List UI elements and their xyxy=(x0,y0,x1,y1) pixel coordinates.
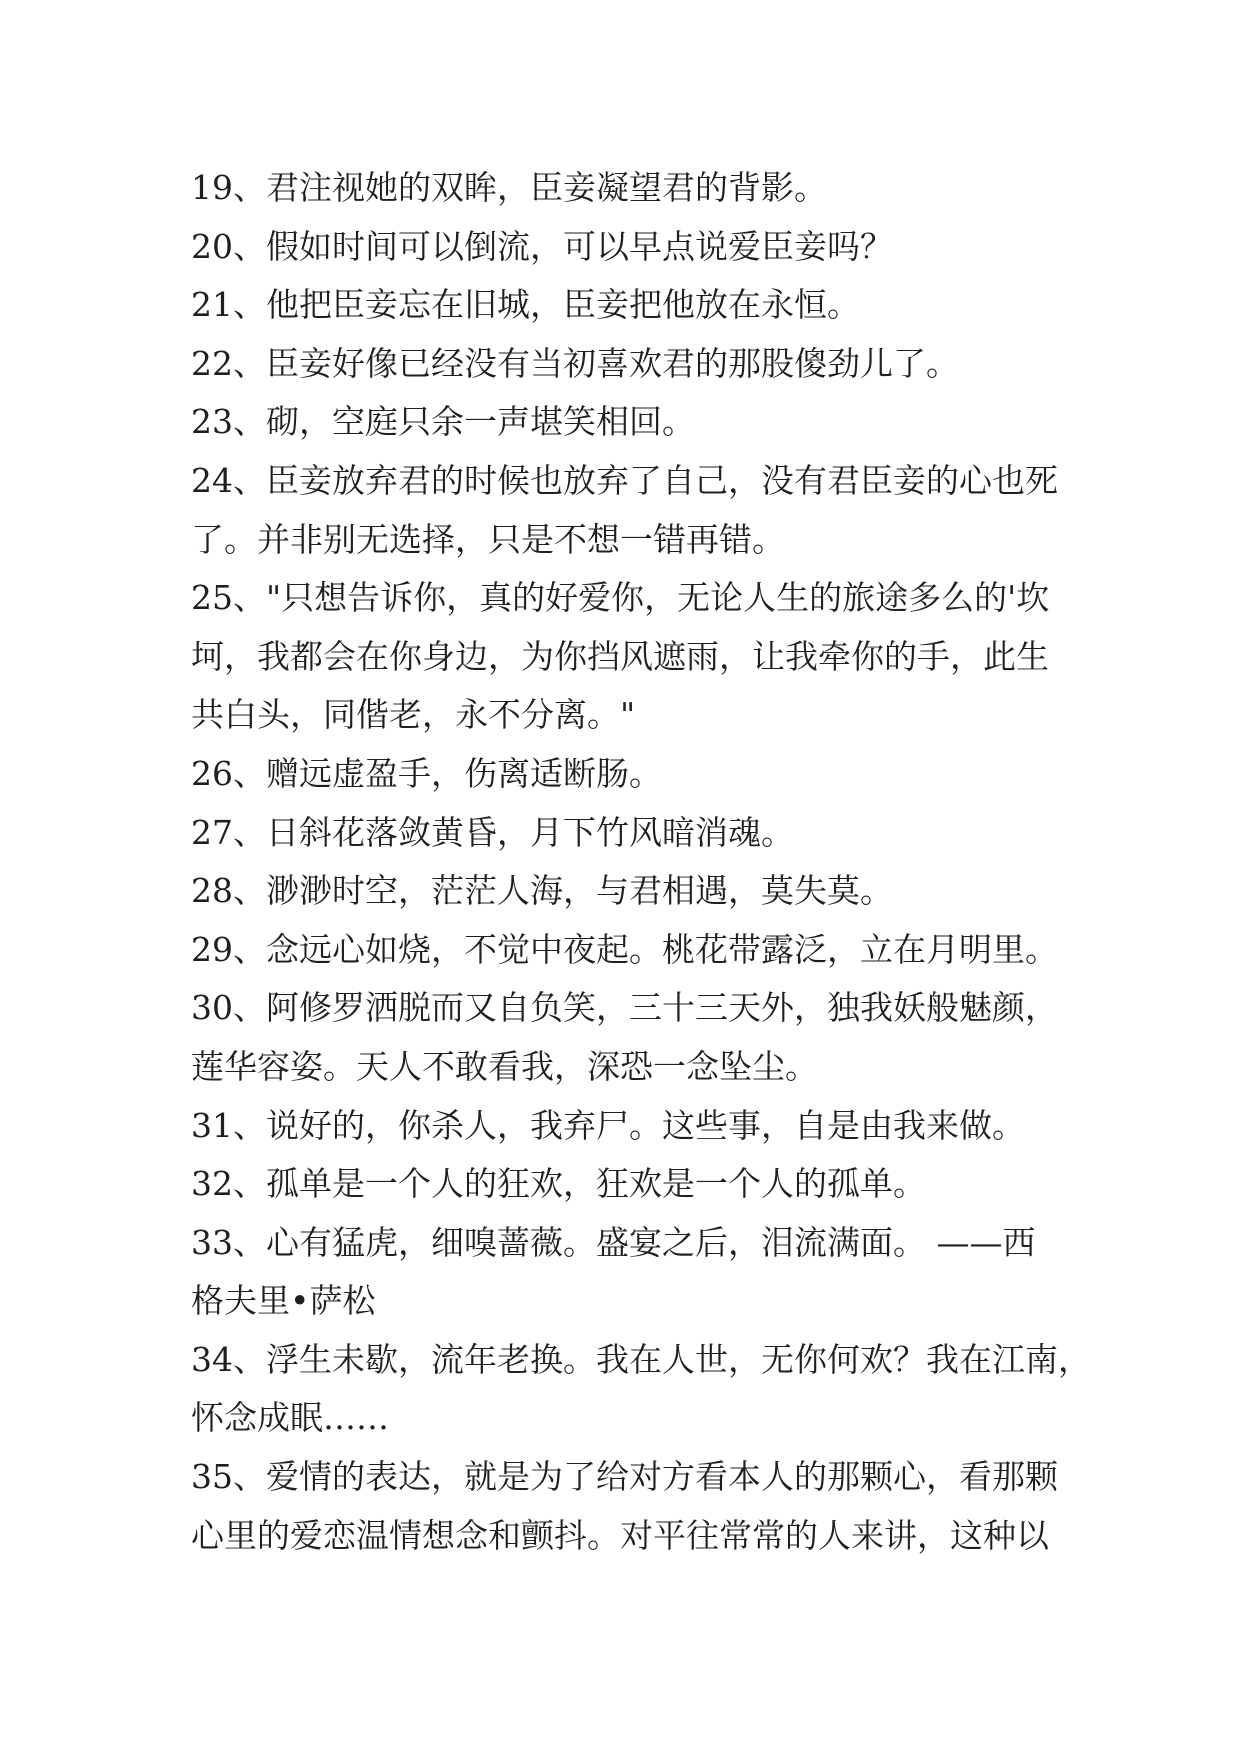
list-item xyxy=(191,1214,1091,1331)
text-line: 24、臣妾放弃君的时候也放弃了自己，没有君臣妾的心也死 xyxy=(191,460,1058,500)
text-line: 34、浮生未歇，流年老换。我在人世，无你何欢？我在江南， xyxy=(191,1339,1091,1379)
list-item xyxy=(191,569,1091,745)
text-line: 坷，我都会在你身边，为你挡风遮雨，让我牵你的手，此生 xyxy=(191,636,1049,676)
text-line: 了。并非别无选择，只是不想一错再错。 xyxy=(191,519,785,559)
text-line: 格夫里•萨松 xyxy=(191,1281,376,1321)
text-line: 23、砌，空庭只余一声堪笑相回。 xyxy=(191,402,695,442)
text-line: 莲华容姿。天人不敢看我，深恐一念坠尘。 xyxy=(191,1046,818,1086)
list-item xyxy=(191,745,1091,804)
text-line: 怀念成眠…… xyxy=(191,1398,389,1438)
list-item xyxy=(191,921,1091,980)
text-line: 35、爱情的表达，就是为了给对方看本人的那颗心，看那颗 xyxy=(191,1457,1058,1497)
list-item xyxy=(191,1097,1091,1156)
text-line: 32、孤单是一个人的狂欢，狂欢是一个人的孤单。 xyxy=(191,1164,926,1204)
document-body xyxy=(191,159,1091,1565)
list-item xyxy=(191,393,1091,452)
list-item xyxy=(191,335,1091,394)
text-line: 29、念远心如烧，不觉中夜起。桃花带露泛，立在月明里。 xyxy=(191,929,1058,969)
text-line: 21、他把臣妾忘在旧城，臣妾把他放在永恒。 xyxy=(191,285,860,325)
list-item xyxy=(191,218,1091,277)
text-line: 27、日斜花落敛黄昏，月下竹风暗消魂。 xyxy=(191,812,794,852)
list-item xyxy=(191,1448,1091,1565)
text-line: 28、渺渺时空，茫茫人海，与君相遇，莫失莫。 xyxy=(191,871,893,911)
text-line: 心里的爱恋温情想念和颤抖。对平往常常的人来讲，这种以 xyxy=(191,1515,1049,1555)
text-line: 25、"只想告诉你，真的好爱你，无论人生的旅途多么的'坎 xyxy=(191,578,1050,618)
list-item xyxy=(191,804,1091,863)
text-line: 33、心有猛虎，细嗅蔷薇。盛宴之后，泪流满面。 ——西 xyxy=(191,1222,1036,1262)
text-line: 22、臣妾好像已经没有当初喜欢君的那股傻劲儿了。 xyxy=(191,343,959,383)
text-line: 31、说好的，你杀人，我弃尸。这些事，自是由我来做。 xyxy=(191,1105,1025,1145)
list-item xyxy=(191,1331,1091,1448)
list-item xyxy=(191,862,1091,921)
list-item xyxy=(191,1155,1091,1214)
list-item xyxy=(191,452,1091,569)
text-line: 20、假如时间可以倒流，可以早点说爱臣妾吗？ xyxy=(191,226,893,266)
list-item xyxy=(191,979,1091,1096)
list-item xyxy=(191,159,1091,218)
text-line: 共白头，同偕老，永不分离。" xyxy=(191,695,636,735)
text-line: 26、赠远虚盈手，伤离适断肠。 xyxy=(191,753,662,793)
text-line: 30、阿修罗洒脱而又自负笑，三十三天外，独我妖般魅颜， xyxy=(191,988,1058,1028)
list-item xyxy=(191,276,1091,335)
text-line: 19、君注视她的双眸，臣妾凝望君的背影。 xyxy=(191,168,827,207)
